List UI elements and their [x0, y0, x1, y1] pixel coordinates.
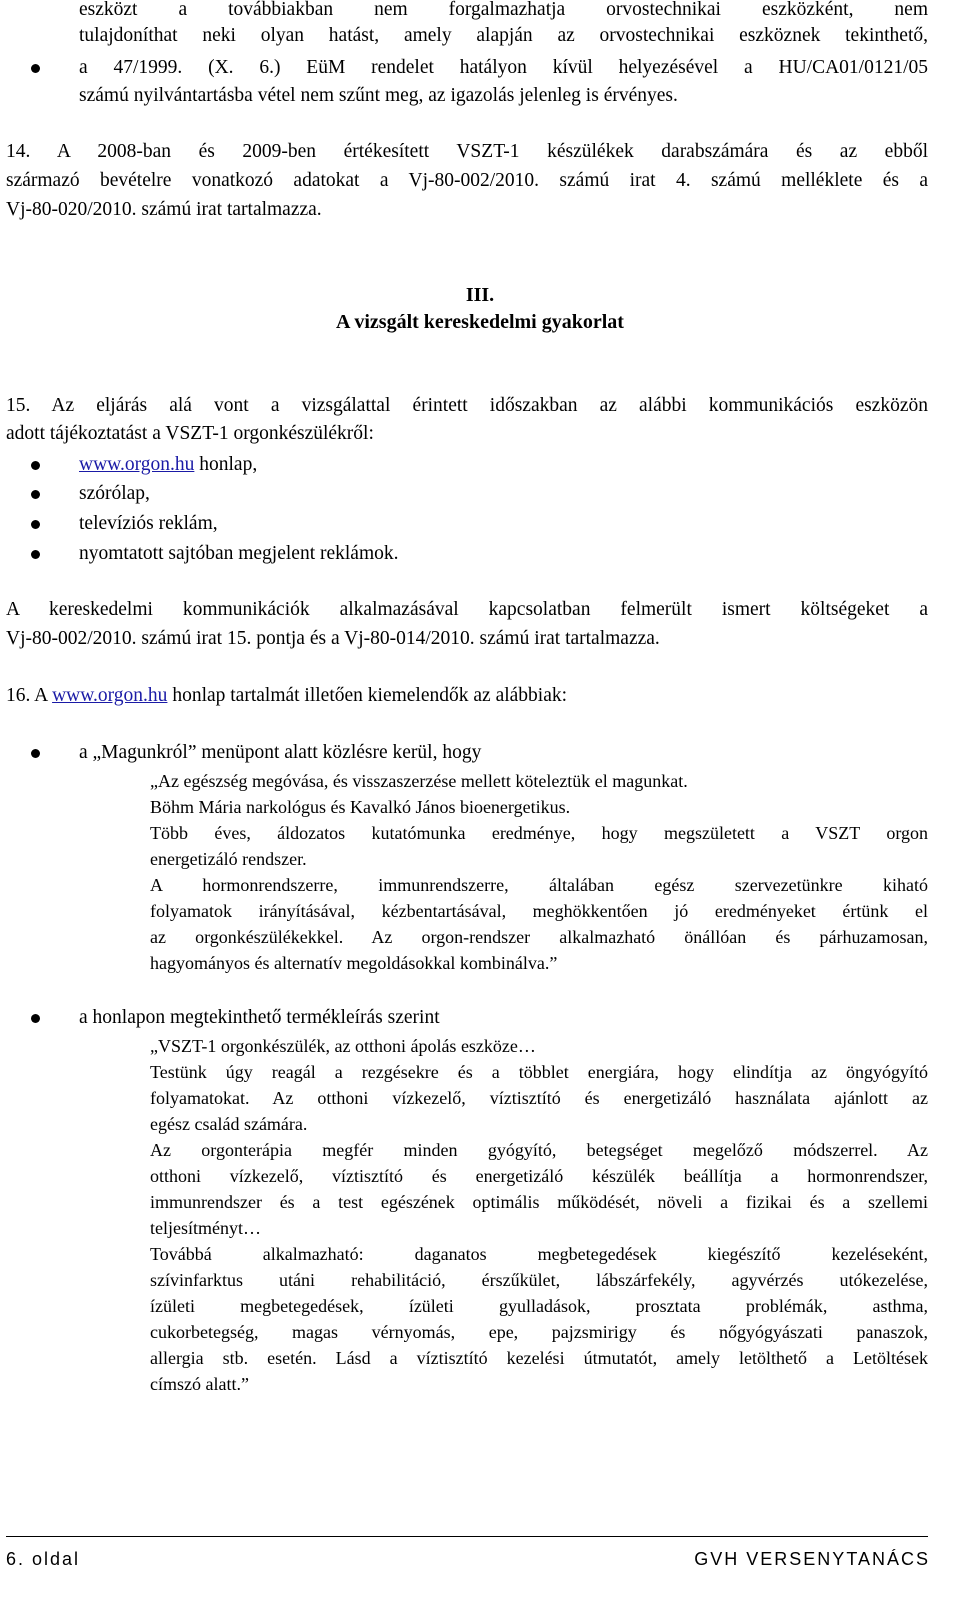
quote-line: Böhm Mária narkológus és Kavalkó János bioenergetikus. [150, 797, 571, 817]
costs-paragraph-line: Vj-80-002/2010. számú irat 15. pontja és a Vj-80-014/2010. számú irat tartalmazza. [6, 628, 660, 649]
quote-line: folyamatokat. Az otthoni vízkezelő, víztisztító és energetizáló használata ajánlott az [150, 1088, 928, 1108]
paragraph-14-line: Vj-80-020/2010. számú irat tartalmazza. [6, 199, 322, 220]
list-item: nyomtatott sajtóban megjelent reklámok. [79, 543, 399, 564]
quote-line: „VSZT-1 orgonkészülék, az otthoni ápolás eszköze… [150, 1036, 536, 1056]
section-title: A vizsgált kereskedelmi gyakorlat [336, 311, 624, 333]
quote-line: immunrendszer és a test egészének optimális működését, növeli a fizikai és a szellemi [150, 1192, 928, 1212]
bullet-icon [31, 550, 40, 559]
footer-organization: GVH VERSENYTANÁCS [694, 1549, 930, 1569]
quote-line: hagyományos és alternatív megoldásokkal kombinálva.” [150, 953, 558, 973]
quote-line: címszó alatt.” [150, 1374, 249, 1394]
bullet-lead: a „Magunkról” menüpont alatt közlésre kerül, hogy [79, 742, 482, 763]
quote-line: energetizáló rendszer. [150, 849, 307, 869]
paragraph-14-line: származó bevételre vonatkozó adatokat a Vj-80-002/2010. számú irat 4. számú melléklete és a [6, 170, 928, 191]
quote-line: az orgonkészülékekkel. Az orgon-rendszer alkalmazható önállóan és párhuzamosan, [150, 927, 928, 947]
quote-line: folyamatok irányításával, kézbentartásával, meghökkentően jó eredményeket értünk el [150, 901, 928, 921]
quote-line: egész család számára. [150, 1114, 308, 1134]
text-line: tulajdoníthat neki olyan hatást, amely alapján az orvostechnikai eszköznek tekinthető, [79, 25, 928, 46]
paragraph-16-line: 16. A www.orgon.hu honlap tartalmát illetően kiemelendők az alábbiak: [6, 685, 568, 706]
quote-line: teljesítményt… [150, 1218, 261, 1238]
bullet-icon [31, 520, 40, 529]
quote-line: cukorbetegség, magas vérnyomás, epe, pajzsmirigy és nőgyógyászati panaszok, [150, 1322, 928, 1342]
list-item: szórólap, [79, 483, 150, 504]
quote-line: szívinfarktus utáni rehabilitáció, érszűkület, lábszárfekély, agyvérzés utókezelése, [150, 1270, 928, 1290]
quote-line: Továbbá alkalmazható: daganatos megbetegedések kiegészítő kezeléseként, [150, 1244, 928, 1264]
text-line: a 47/1999. (X. 6.) EüM rendelet hatályon kívül helyezésével a HU/CA01/0121/05 [79, 57, 928, 78]
text-line: számú nyilvántartásba vétel nem szűnt meg, az igazolás jelenleg is érvényes. [79, 85, 678, 106]
quote-line: A hormonrendszerre, immunrendszerre, általában egész szervezetünkre kiható [150, 875, 928, 895]
paragraph-14-line: 14. A 2008-ban és 2009-ben értékesített VSZT-1 készülékek darabszámára és az ebből [6, 141, 928, 162]
bullet-icon [31, 64, 40, 73]
costs-paragraph-line: A kereskedelmi kommunikációk alkalmazásával kapcsolatban felmerült ismert költségeket a [6, 599, 928, 620]
text-line: eszközt a továbbiakban nem forgalmazhatja orvostechnikai eszközként, nem [79, 0, 928, 20]
quote-line: „Az egészség megóvása, és visszaszerzése mellett köteleztük el magunkat. [150, 771, 688, 791]
bullet-icon [31, 1014, 40, 1023]
footer-page-number: 6. oldal [6, 1549, 81, 1569]
bullet-icon [31, 749, 40, 758]
quote-line: ízületi megbetegedések, ízületi gyulladások, prosztata problémák, asthma, [150, 1296, 928, 1316]
quote-line: Testünk úgy reagál a rezgésekre és a többlet energiára, hogy elindítja az öngyógyító [150, 1062, 928, 1082]
quote-line: otthoni vízkezelő, víztisztító és energetizáló készülék beállítja a hormonrendszer, [150, 1166, 928, 1186]
bullet-icon [31, 490, 40, 499]
list-item: televíziós reklám, [79, 513, 218, 534]
orgon-website-link[interactable]: www.orgon.hu [79, 454, 195, 475]
quote-line: Az orgonterápia megfér minden gyógyító, betegséget megelőző módszerrel. Az [150, 1140, 928, 1160]
quote-line: Több éves, áldozatos kutatómunka eredménye, hogy megszületett a VSZT orgon [150, 823, 928, 843]
paragraph-15-line: adott tájékoztatást a VSZT-1 orgonkészülékről: [6, 423, 374, 444]
quote-line: allergia stb. esetén. Lásd a víztisztító kezelési útmutatót, amely letölthető a Letöltések [150, 1348, 928, 1368]
bullet-lead: a honlapon megtekinthető termékleírás szerint [79, 1007, 440, 1028]
orgon-website-link[interactable]: www.orgon.hu [52, 685, 168, 706]
section-numeral: III. [465, 284, 495, 306]
list-item: www.orgon.hu honlap, [79, 454, 258, 475]
bullet-icon [31, 461, 40, 470]
paragraph-15-line: 15. Az eljárás alá vont a vizsgálattal érintett időszakban az alábbi kommunikációs eszközön [6, 395, 928, 416]
footer-divider [6, 1536, 928, 1537]
